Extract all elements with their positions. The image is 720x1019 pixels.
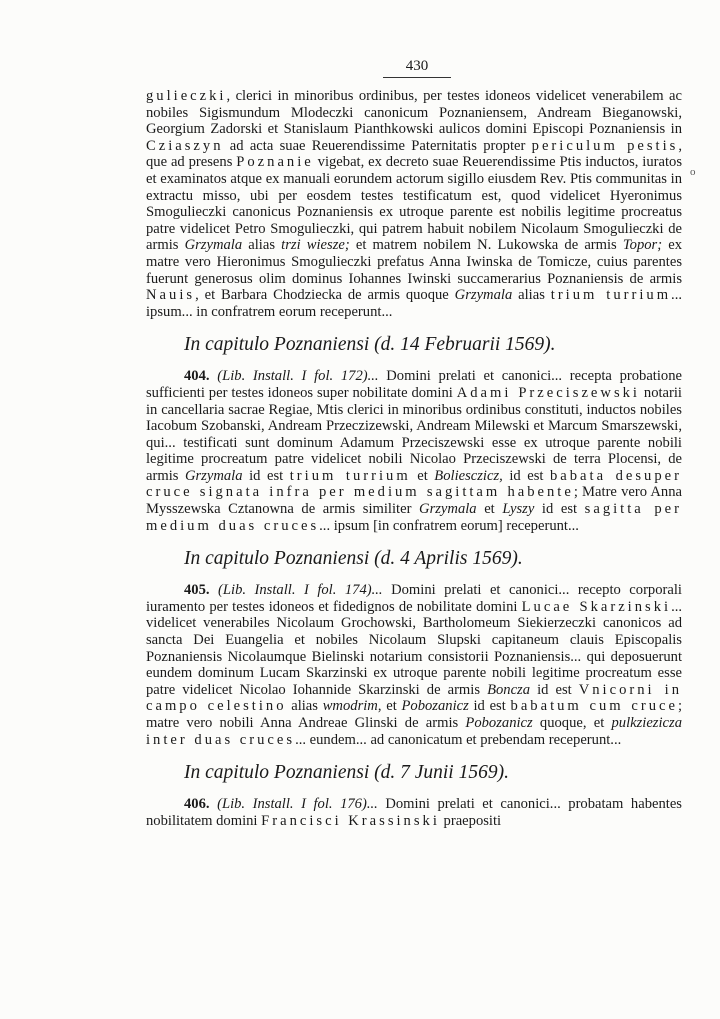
text: id est	[530, 681, 579, 698]
text: alias	[242, 237, 282, 254]
text: id est	[468, 698, 511, 715]
text: id est	[534, 501, 585, 518]
document-body	[146, 88, 682, 829]
section-heading: In capitulo Poznaniensi (d. 4 Aprilis 1569).	[184, 548, 523, 570]
text: Grzymala	[419, 501, 477, 518]
text: trium turrium	[550, 287, 672, 304]
text: ... ipsum... in confratrem eorum receperunt...	[146, 287, 682, 320]
text: et	[476, 501, 503, 518]
entry-number: 404.	[184, 368, 210, 385]
entry-reference: (Lib. Install. I fol. 174)...	[218, 582, 383, 599]
text: sagitta per medium duas cruces	[146, 501, 682, 534]
text: ... eundem... ad canonicatum et prebendam receperunt...	[295, 731, 622, 748]
text: Domini prelati et canonici... probatam habentes nobilitatem domini	[146, 796, 682, 829]
page-number: 430	[383, 58, 451, 78]
text: Francisci Krassinski	[261, 812, 440, 829]
text: ad acta suae Reuerendissime Paternitatis propter	[223, 137, 532, 154]
text: notarii in cancellaria sacrae Regiae, Mtis clerici in minoribus ordinibus constituti, inductos nobiles Iacobum Szobanski, Andream Przeczizewski, Andream Milewski et Marcum Smarszewski, qui... testificati sunt dominum Adamum Przeciszewski esse ex utroque parente nobili legitime procreatum patre videlicet nobili Nicolao Przeciszewski de terra Plocensi, de armis	[146, 384, 682, 484]
text: ; matre vero nobili Anna Andreae Glinski de armis	[146, 698, 683, 731]
section-heading: In capitulo Poznaniensi (d. 14 Februarii 1569).	[184, 334, 556, 356]
text: quoque, et	[532, 715, 612, 731]
text: Pobozanicz	[465, 715, 533, 731]
margin-mark: o	[690, 166, 696, 178]
text: vigebat, ex decreto suae Reuerendissime Ptis inductos, iuratos et examinatos atque ex manuali eorundem actorum sigillo eiusdem Rev. Ptis communitas in extractu misso, ubi per eosdem testes testificatum est, quod videlicet Hyeronimus Smogulieczki canonicus Poznaniensis ex utroque parente est nobilis legitime procreatus patre videlicet Petro Smogulieczki, qui patrem habuit nobilem Nicolaum Smogulieczki de armis	[146, 154, 682, 254]
text: Grzymala	[454, 287, 513, 304]
text: trium turrium	[289, 467, 411, 484]
entry-406	[146, 796, 682, 829]
text: inter duas cruces	[146, 731, 296, 748]
text: Pobozanicz	[401, 698, 469, 715]
text: Boliesczicz,	[434, 467, 503, 484]
text: pulkziezicza	[611, 715, 682, 731]
section-heading: In capitulo Poznaniensi (d. 7 Junii 1569).	[184, 762, 509, 784]
text: Topor;	[622, 237, 663, 254]
text: Domini prelati et canonici... recepto corporali iuramento per testes idoneos et fidedignos de nobilitate domini	[146, 582, 682, 615]
text: Cziaszyn	[146, 137, 224, 154]
text: Bonсza	[487, 681, 531, 698]
entry-405	[146, 582, 682, 748]
text: ; Matre vero Anna Mysszewska Cztanowna de armis similiter	[146, 484, 682, 518]
entry-reference: (Lib. Install. I fol. 172)...	[217, 368, 379, 385]
entry-404	[146, 368, 682, 534]
text: Nauis	[146, 287, 196, 304]
text: ... ipsum [in confratrem eorum] receperunt...	[319, 517, 579, 534]
text: Vnicorni in campo celestino	[146, 681, 682, 715]
text: Lyszy	[502, 501, 535, 518]
entry-number: 406.	[184, 796, 210, 813]
text: Lucae Skarzinski	[521, 598, 672, 615]
entry-number: 405.	[184, 582, 210, 599]
paragraph-continuation	[146, 88, 682, 320]
text: ex matre vero Hieronimus Smogulieczki prefatus Anna Iwinska de Tomicze, cuius parentes fuerunt generosus olim dominus Iohannes Iwinski succamerarius Poznaniensis de armis	[146, 237, 682, 287]
text: alias	[512, 287, 551, 304]
text: trzi wiesze;	[281, 237, 350, 254]
text: et matrem nobilem N. Lukowska de armis	[349, 237, 623, 254]
text: id est	[502, 467, 550, 484]
text: periculum pestis	[531, 137, 679, 154]
text: id est	[242, 467, 290, 484]
text: wmodrim	[322, 698, 378, 715]
text: , et	[377, 698, 402, 715]
text: , et Barbara Chodziecka de armis quoque	[195, 287, 455, 304]
text: babatum cum cruce	[510, 698, 678, 715]
text: et	[410, 467, 435, 484]
text: gulieczki	[146, 88, 227, 104]
text: Grzymala	[184, 467, 243, 484]
text: , que ad presens	[146, 137, 682, 171]
entry-reference: (Lib. Install. I fol. 176)...	[217, 796, 378, 813]
text: babata desuper cruce signata infra per medium sagittam habente	[146, 467, 682, 501]
text: Poznanie	[236, 154, 314, 171]
text: Domini prelati et canonici... recepta probatione sufficienti per testes idoneos super nobilitate domini	[146, 368, 682, 401]
text: , clerici in minoribus ordinibus, per testes idoneos videlicet venerabilem ac nobiles Sigismundum Mlodeczki canonicum Poznaniensem, Andream Bieganowski, Georgium Zadorski et Stanislaum Pianthkowski aulicos domini Episcopi Poznaniensis in	[146, 88, 682, 138]
text: Adami Przeciszewski	[456, 384, 640, 401]
text: Grzymala	[184, 237, 243, 254]
text: praepositi	[439, 812, 502, 829]
text: ... videlicet venerabiles Nicolaum Grochowski, Bartholomeum Siekierzeczki canonicos ad sancta Dei Euangelia et nobiles Nicolaum Slupski capitaneum clauis Episcopalis Poznaniensis Nicolaumque Bielinski notarium consistorii Poznaniensis... qui deposuerunt eundem dominum Lucam Skarzinski ex utroque parente nobili legitime procreatum esse patre videlicet Nicolao Iohannide Skarzinski de armis	[146, 598, 683, 698]
text: alias	[286, 698, 323, 715]
